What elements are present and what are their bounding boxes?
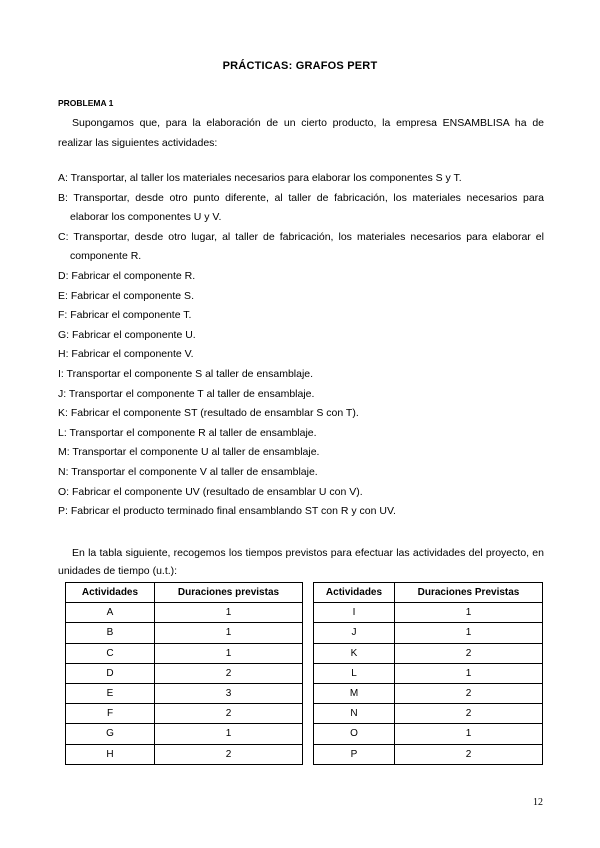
activity-item: O: Fabricar el componente UV (resultado de ensamblar U con V). xyxy=(58,485,363,498)
activity-cell: D xyxy=(66,663,155,683)
column-header-durations: Duraciones previstas xyxy=(155,583,303,603)
table-row xyxy=(66,663,303,683)
table-row xyxy=(314,724,543,744)
activity-item: G: Fabricar el componente U. xyxy=(58,328,196,341)
table-row xyxy=(66,744,303,764)
activity-cell: P xyxy=(314,744,395,764)
activity-cell: J xyxy=(314,623,395,643)
column-header-durations: Duraciones Previstas xyxy=(395,583,543,603)
table-header-row xyxy=(66,583,303,603)
duration-cell: 2 xyxy=(395,744,543,764)
table-row xyxy=(66,603,303,623)
table-row xyxy=(314,643,543,663)
table-row xyxy=(314,663,543,683)
duration-cell: 1 xyxy=(155,603,303,623)
activity-list xyxy=(58,169,544,522)
duration-cell: 1 xyxy=(155,623,303,643)
table-row xyxy=(314,603,543,623)
duration-cell: 1 xyxy=(395,603,543,623)
duration-cell: 2 xyxy=(395,683,543,703)
activity-item: M: Transportar el componente U al taller de ensamblaje. xyxy=(58,446,320,459)
activity-cell: C xyxy=(66,643,155,663)
durations-table-right xyxy=(313,582,543,765)
duration-cell: 2 xyxy=(155,663,303,683)
activity-item: H: Fabricar el componente V. xyxy=(58,348,194,361)
table-row xyxy=(66,704,303,724)
activity-cell: E xyxy=(66,683,155,703)
table-row xyxy=(66,724,303,744)
activity-item: K: Fabricar el componente ST (resultado de ensamblar S con T). xyxy=(58,407,359,420)
column-header-activities: Actividades xyxy=(66,583,155,603)
page-title: PRÁCTICAS: GRAFOS PERT xyxy=(222,60,378,72)
activity-item: A: Transportar, al taller los materiales necesarios para elaborar los componentes S y T. xyxy=(58,172,462,184)
problem-heading: PROBLEMA 1 xyxy=(58,98,114,108)
table-row xyxy=(314,744,543,764)
activity-cell: I xyxy=(314,603,395,623)
duration-cell: 2 xyxy=(155,744,303,764)
activity-cell: G xyxy=(66,724,155,744)
durations-table-left xyxy=(65,582,303,765)
activity-item: I: Transportar el componente S al taller de ensamblaje. xyxy=(58,367,314,380)
duration-cell: 1 xyxy=(395,663,543,683)
activity-item: B: Transportar, desde otro punto diferente, al taller de fabricación, los materiales necesarios para elaborar los componentes U y V. xyxy=(58,191,544,224)
activity-item: J: Transportar el componente T al taller de ensamblaje. xyxy=(58,387,315,400)
activity-cell: F xyxy=(66,704,155,724)
activity-cell: N xyxy=(314,704,395,724)
table-row xyxy=(314,683,543,703)
activity-cell: M xyxy=(314,683,395,703)
activity-item: D: Fabricar el componente R. xyxy=(58,269,196,282)
activity-item: L: Transportar el componente R al taller de ensamblaje. xyxy=(58,426,317,439)
duration-cell: 1 xyxy=(155,643,303,663)
activity-item: F: Fabricar el componente T. xyxy=(58,309,192,322)
duration-cell: 1 xyxy=(395,724,543,744)
activity-cell: L xyxy=(314,663,395,683)
activity-item: E: Fabricar el componente S. xyxy=(58,289,194,302)
duration-cell: 1 xyxy=(155,724,303,744)
table-row xyxy=(66,643,303,663)
duration-cell: 1 xyxy=(395,623,543,643)
table-row xyxy=(314,704,543,724)
table-row xyxy=(66,623,303,643)
column-header-activities: Actividades xyxy=(314,583,395,603)
intro-paragraph: Supongamos que, para la elaboración de un cierto producto, la empresa ENSAMBLISA ha de realizar las siguientes actividades: xyxy=(58,117,544,149)
duration-cell: 2 xyxy=(155,704,303,724)
duration-cell: 2 xyxy=(395,643,543,663)
table-row xyxy=(314,623,543,643)
activity-cell: K xyxy=(314,643,395,663)
activity-cell: B xyxy=(66,623,155,643)
activity-item: C: Transportar, desde otro lugar, al taller de fabricación, los materiales necesarios para elaborar el componente R. xyxy=(58,230,544,263)
table-row xyxy=(66,683,303,703)
table-header-row xyxy=(314,583,543,603)
activity-item: P: Fabricar el producto terminado final ensamblando ST con R y con UV. xyxy=(58,505,396,518)
table-intro-paragraph: En la tabla siguiente, recogemos los tiempos previstos para efectuar las actividades del proyecto, en unidades de tiempo (u.t.): xyxy=(58,547,544,577)
activity-cell: O xyxy=(314,724,395,744)
page-number: 12 xyxy=(533,797,543,808)
duration-cell: 3 xyxy=(155,683,303,703)
activity-cell: H xyxy=(66,744,155,764)
duration-cell: 2 xyxy=(395,704,543,724)
activity-item: N: Transportar el componente V al taller de ensamblaje. xyxy=(58,465,318,478)
activity-cell: A xyxy=(66,603,155,623)
